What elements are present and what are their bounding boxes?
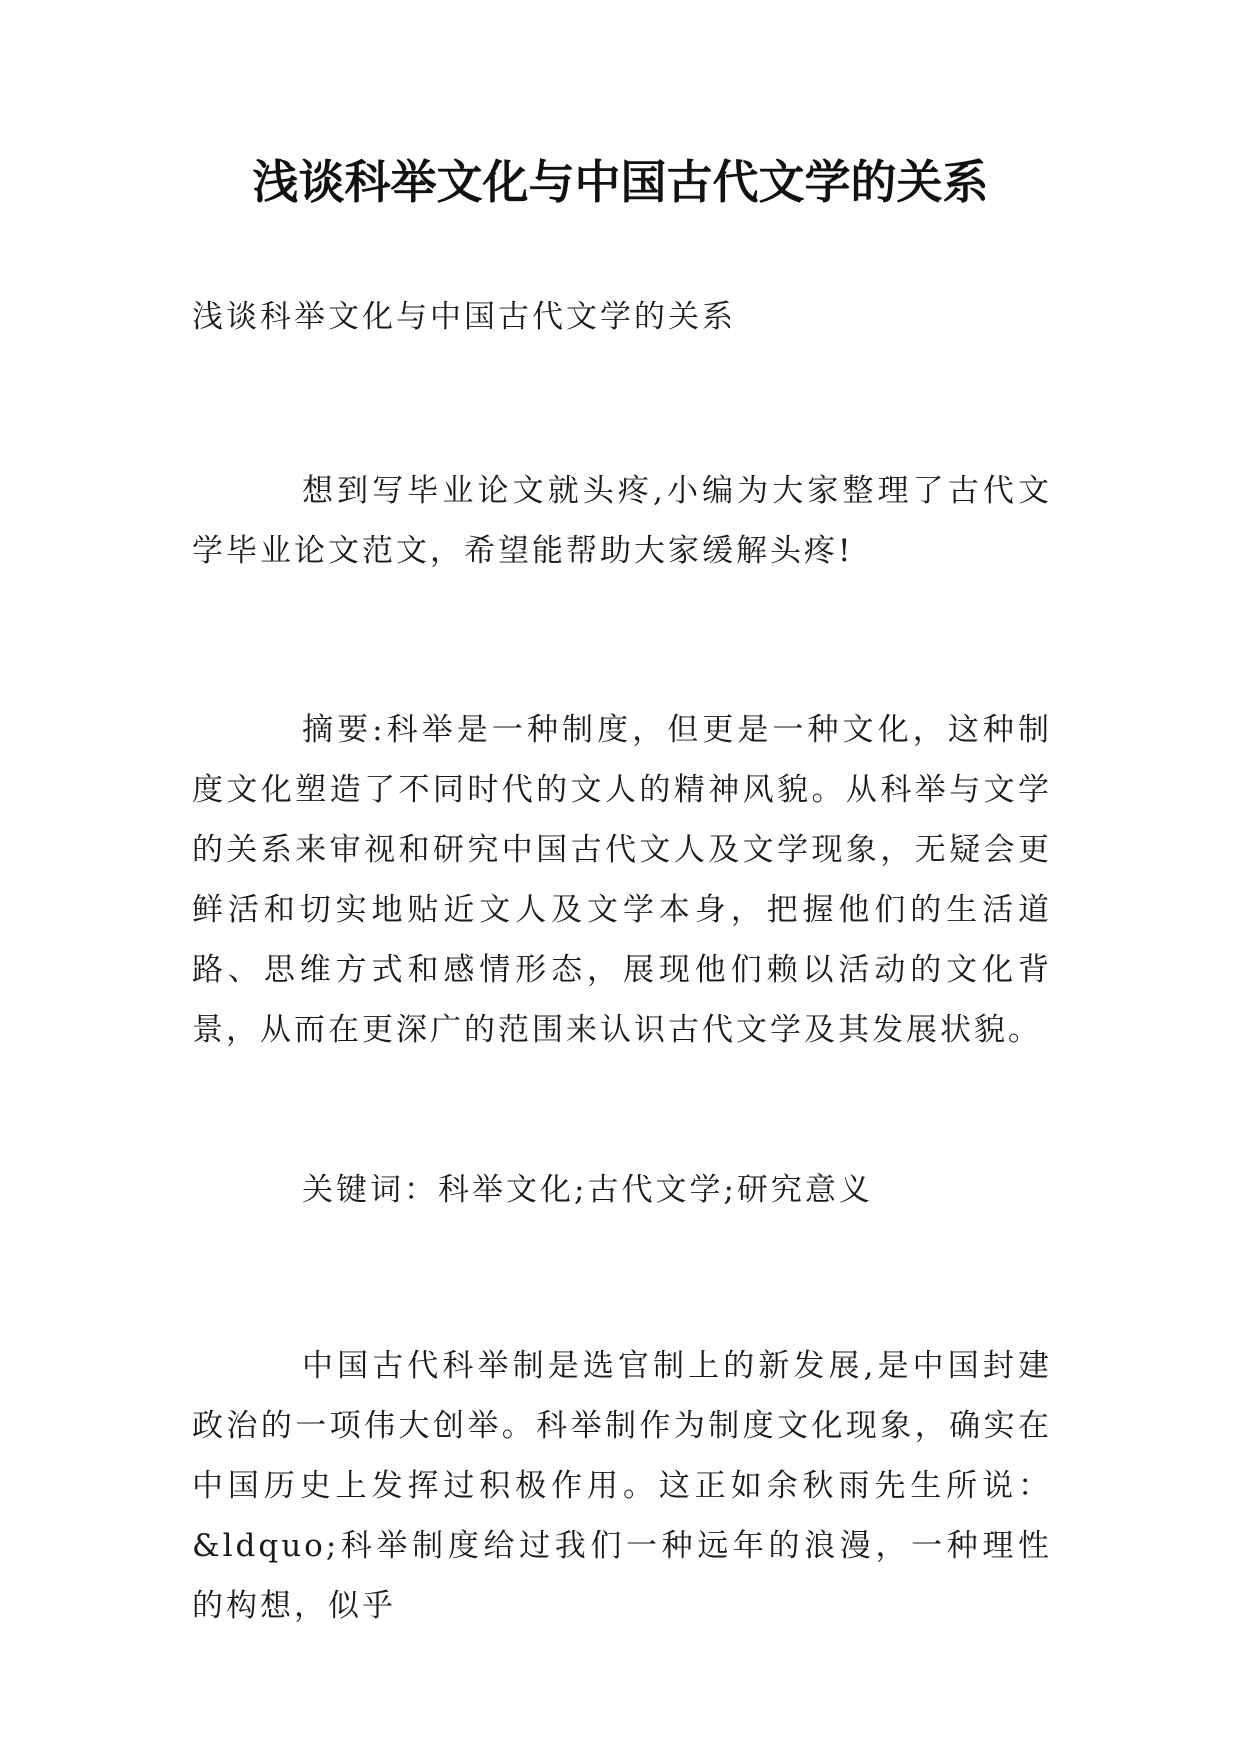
intro-paragraph: 想到写毕业论文就头疼,小编为大家整理了古代文学毕业论文范文，希望能帮助大家缓解头疼! [192, 473, 1052, 569]
document-title: 浅谈科举文化与中国古代文学的关系 [252, 155, 989, 209]
abstract-paragraph: 摘要:科举是一种制度，但更是一种文化，这种制度文化塑造了不同时代的文人的精神风貌。从科举与文学的关系来审视和研究中国古代文人及文学现象，无疑会更鲜活和切实地贴近文人及文学本身，把握他们的生活道路、思维方式和感情形态，展现他们赖以活动的文化背景，从而在更深广的范围来认识古代文学及其发展状貌。 [192, 712, 1052, 1048]
keywords-paragraph: 关键词：科举文化;古代文学;研究意义 [302, 1172, 873, 1208]
document-subtitle: 浅谈科举文化与中国古代文学的关系 [192, 299, 736, 335]
body-paragraph: 中国古代科举制是选官制上的新发展,是中国封建政治的一项伟大创举。科举制作为制度文化现象，确实在中国历史上发挥过积极作用。这正如余秋雨先生所说：&ldquo;科举制度给过我们一种远年的浪漫，一种理性的构想，似乎 [192, 1348, 1052, 1624]
